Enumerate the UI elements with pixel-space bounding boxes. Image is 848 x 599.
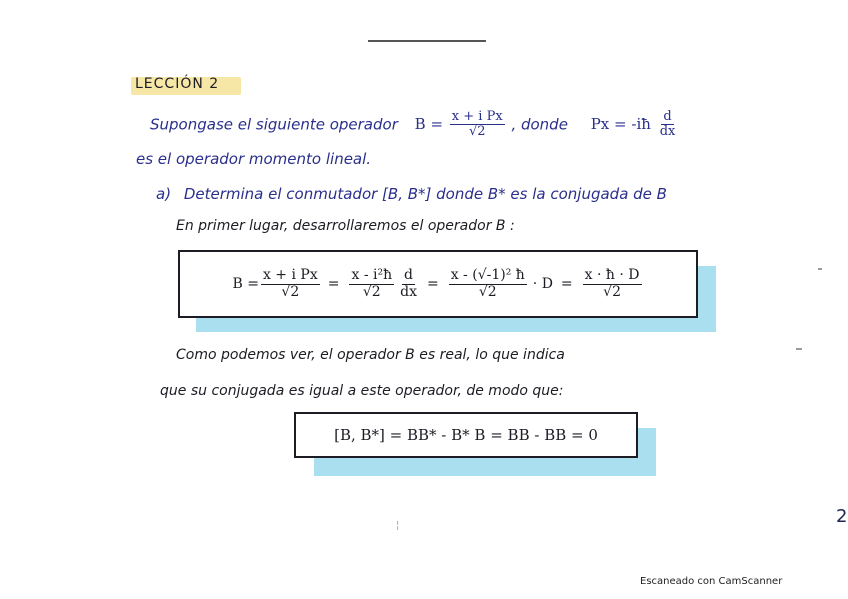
- eq1-f3-den: √2: [478, 283, 497, 300]
- eq1-fraction-4: [583, 268, 642, 300]
- eq1-f4-den: √2: [603, 283, 621, 300]
- eq1-f2-num: x - i²ħ: [351, 267, 393, 284]
- operator-symbol: B =: [414, 115, 444, 134]
- b-denominator: √2: [468, 124, 486, 140]
- eq1-f1-den: √2: [281, 283, 300, 300]
- eq1-fraction-3: [449, 268, 527, 300]
- b-fraction: [450, 110, 505, 140]
- eq1-b: B =: [232, 276, 259, 292]
- equation-2-text: [B, B*] = BB* - B* B = BB - BB = 0: [334, 426, 598, 444]
- px-definition: Px = -iħ: [590, 115, 651, 134]
- intro-line-1: [150, 110, 679, 140]
- eq1-fraction-2: [349, 268, 394, 300]
- question-a-text: Determina el conmutador [B, B*] donde B* es la conjugada de B: [183, 185, 667, 203]
- margin-mark: [796, 348, 802, 350]
- margin-mark: [818, 268, 822, 270]
- eq1-dot-d: · D: [532, 276, 553, 292]
- eq1-d-den: dx: [400, 283, 417, 300]
- equation-2-box: [294, 412, 638, 458]
- eq1-equals-2: =: [426, 276, 439, 292]
- intro-prefix: Supongase el siguiente operador: [150, 115, 398, 134]
- question-a: [156, 185, 667, 203]
- eq1-fraction-1: [261, 268, 320, 300]
- eq1-derivative: [398, 268, 419, 300]
- intro-line-2: es el operador momento lineal.: [136, 150, 372, 168]
- explanation-line-2: que su conjugada es igual a este operador, de modo que:: [160, 383, 564, 399]
- step-1-text: En primer lugar, desarrollaremos el operador B :: [176, 218, 515, 234]
- derivative-fraction: [658, 110, 678, 140]
- eq1-f1-num: x + i Px: [262, 267, 318, 284]
- eq1-f3-num: x - (√-1)² ħ: [450, 267, 525, 284]
- page-number: 2: [836, 506, 848, 527]
- top-rule: [368, 40, 486, 42]
- eq1-equals-3: =: [560, 276, 573, 292]
- explanation-line-1: Como podemos ver, el operador B es real, lo que indica: [176, 347, 565, 363]
- scanner-footer: Escaneado con CamScanner: [640, 576, 783, 587]
- derivative-numerator: d: [663, 109, 672, 124]
- eq1-d-num: d: [404, 267, 414, 284]
- center-mark: ¦: [396, 520, 400, 531]
- b-numerator: x + i Px: [451, 109, 503, 124]
- lesson-title: LECCIÓN 2: [135, 76, 220, 92]
- equation-1-box: [178, 250, 698, 318]
- eq1-f2-den: √2: [362, 283, 381, 300]
- where-text: , donde: [511, 115, 568, 134]
- derivative-denominator: dx: [659, 124, 676, 140]
- question-a-label: a): [156, 185, 172, 203]
- eq1-equals-1: =: [327, 276, 340, 292]
- eq1-f4-num: x · ħ · D: [584, 267, 640, 284]
